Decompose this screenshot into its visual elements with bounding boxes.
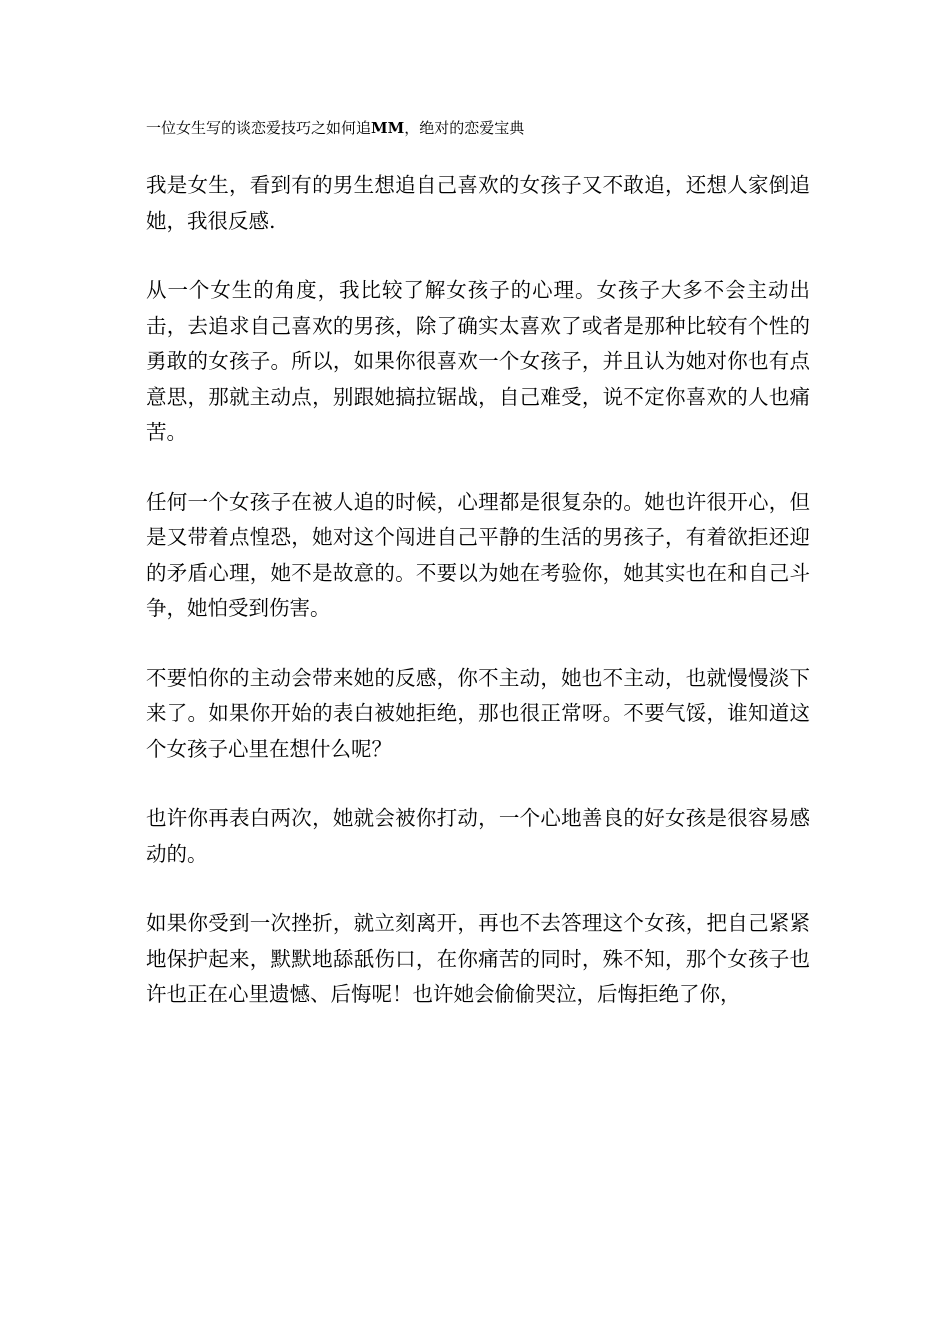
document-body — [146, 168, 810, 1047]
paragraph-2: 从一个女生的角度，我比较了解女孩子的心理。女孩子大多不会主动出击，去追求自己喜欢的男孩，除了确实太喜欢了或者是那种比较有个性的勇敢的女孩子。所以，如果你很喜欢一个女孩子，并且认为她对你也有点意思，那就主动点，别跟她搞拉锯战，自己难受，说不定你喜欢的人也痛苦。 — [146, 278, 810, 444]
paragraph-1: 我是女生，看到有的男生想追自己喜欢的女孩子又不敢追，还想人家倒追她，我很反感. — [146, 173, 810, 233]
title-suffix: ，绝对的恋爱宝典 — [404, 119, 525, 137]
document-title — [146, 118, 826, 138]
paragraph-6: 如果你受到一次挫折，就立刻离开，再也不去答理这个女孩，把自己紧紧地保护起来，默默地舔舐伤口，在你痛苦的同时，殊不知，那个女孩子也许也正在心里遗憾、后悔呢！也许她会偷偷哭泣，后悔拒绝了你， — [146, 911, 810, 1006]
title-prefix: 一位女生写的谈恋爱技巧之如何追 — [146, 119, 372, 137]
title-bold-part: MM — [371, 119, 405, 137]
paragraph-5: 也许你再表白两次，她就会被你打动，一个心地善良的好女孩是很容易感动的。 — [146, 806, 810, 866]
paragraph-3: 任何一个女孩子在被人追的时候，心理都是很复杂的。她也许很开心，但是又带着点惶恐，她对这个闯进自己平静的生活的男孩子，有着欲拒还迎的矛盾心理，她不是故意的。不要以为她在考验你，她其实也在和自己斗争，她怕受到伤害。 — [146, 489, 810, 620]
paragraph-4: 不要怕你的主动会带来她的反感，你不主动，她也不主动，也就慢慢淡下来了。如果你开始的表白被她拒绝，那也很正常呀。不要气馁，谁知道这个女孩子心里在想什么呢？ — [146, 665, 810, 761]
